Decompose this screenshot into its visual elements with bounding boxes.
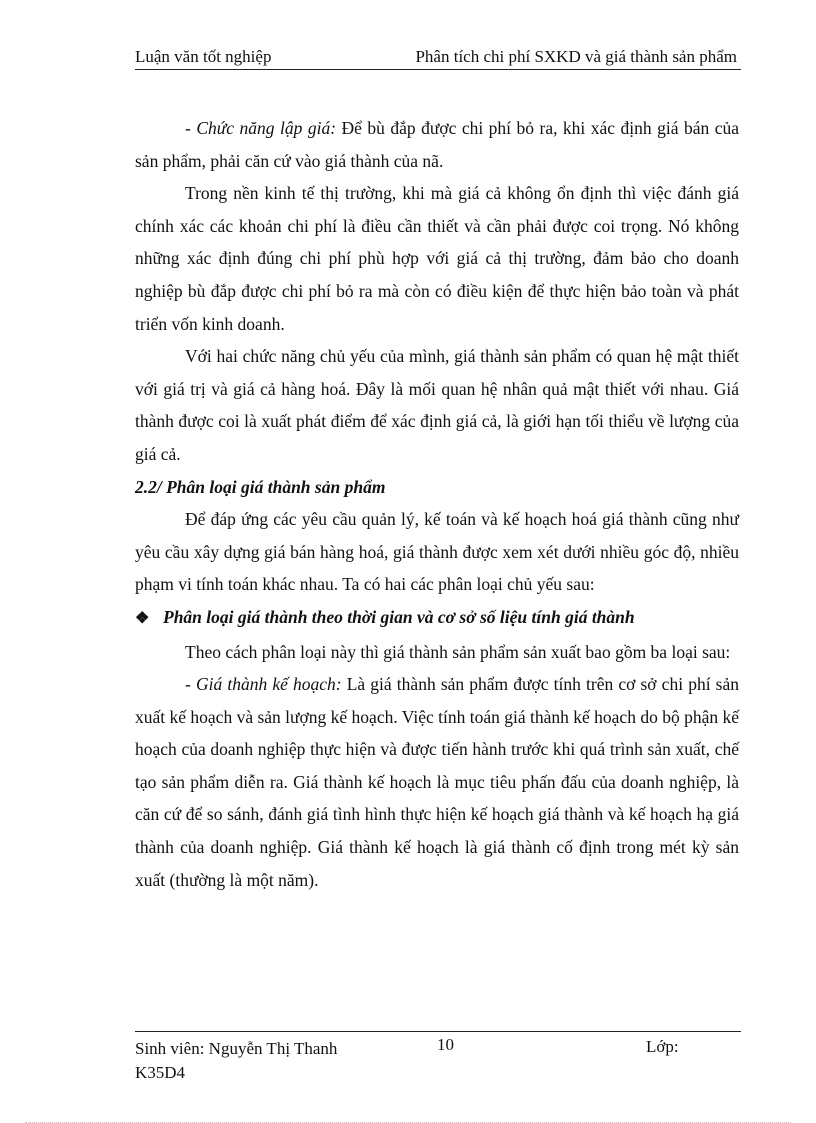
paragraph-two-functions: Với hai chức năng chủ yếu của mình, giá thành sản phẩm có quan hệ mật thiết với giá trị và giá cả hàng hoá. Đây là mối quan hệ nhân quả mật thiết với nhau. Giá thành được coi là xuất phát điểm để xác định giá cả, là giới hạn tối thiểu về lượng của giá cả. bbox=[135, 346, 739, 464]
page-body bbox=[135, 112, 739, 896]
page-number: 10 bbox=[437, 1035, 454, 1054]
paragraph-classification-intro: Để đáp ứng các yêu cầu quản lý, kế toán và kế hoạch hoá giá thành cũng như yêu cầu xây dựng giá bán hàng hoá, giá thành được xem xét dưới nhiều góc độ, nhiều phạm vi tính toán khác nhau. Ta có hai các phân loại chủ yếu sau: bbox=[135, 509, 739, 595]
paragraph-three-types: Theo cách phân loại này thì giá thành sản phẩm sản xuất bao gồm ba loại sau: bbox=[185, 641, 731, 662]
footer-class-label: Lớp: bbox=[646, 1037, 679, 1056]
footer-student-info bbox=[135, 1037, 337, 1085]
page-header bbox=[135, 47, 741, 70]
diamond-bullet-icon: ❖ bbox=[135, 609, 150, 627]
term-planned-cost: Giá thành kế hoạch: bbox=[195, 674, 342, 695]
header-topic-title: Phân tích chi phí SXKD và giá thành sản phẩm bbox=[415, 47, 737, 66]
paragraph-pricing-function: - Chức năng lập giá: Để bù đắp được chi phí bỏ ra, khi xác định giá bán của sản phẩm, phải căn cứ vào giá thành của nã. bbox=[135, 118, 739, 171]
bullet-heading-text: Phân loại giá thành theo thời gian và cơ sở số liệu tính giá thành bbox=[163, 606, 635, 627]
footer-class-code: K35D4 bbox=[135, 1063, 186, 1082]
paragraph-planned-cost: - Giá thành kế hoạch: Là giá thành sản phẩm được tính trên cơ sở chi phí sản xuất kế hoạch và sản lượng kế hoạch. Việc tính toán giá thành kế hoạch do bộ phận kế hoạch của doanh nghiệp thực hiện và được tiến hành trước khi quá trình sản xuất, chế tạo sản phẩm diễn ra. Giá thành kế hoạch là mục tiêu phấn đấu của doanh nghiệp, là căn cứ để so sánh, đánh giá tình hình thực hiện kế hoạch giá thành và kế hoạch hạ giá thành của doanh nghiệp. Giá thành kế hoạch là giá thành cố định trong mét kỳ sản xuất (thường là một năm). bbox=[135, 674, 740, 890]
text-pricing-function: Để bù đắp được chi phí bỏ ra, khi xác định giá bán của sản phẩm, phải căn cứ vào giá thành của nã. bbox=[135, 118, 739, 171]
paragraph-market-economy: Trong nền kinh tế thị trường, khi mà giá cả không ổn định thì việc đánh giá chính xác các khoản chi phí là điều cần thiết và cần phải được coi trọng. Nó không những xác định đúng chi phí phù hợp với giá cả thị trường, đảm bảo cho doanh nghiệp bù đắp được chi phí bỏ ra mà còn có điều kiện để thực hiện bảo toàn và phát triển vốn kinh doanh. bbox=[135, 183, 739, 334]
header-thesis-label: Luận văn tốt nghiệp bbox=[135, 47, 272, 66]
section-heading-2-2: 2.2/ Phân loại giá thành sản phẩm bbox=[135, 476, 386, 497]
footer-student-name: Sinh viên: Nguyễn Thị Thanh bbox=[135, 1039, 338, 1058]
text-planned-cost: Là giá thành sản phẩm được tính trên cơ sở chi phí sản xuất kế hoạch và sản lượng kế hoạch. Việc tính toán giá thành kế hoạch do bộ phận kế hoạch của doanh nghiệp thực hiện và được tiến hành trước khi quá trình sản xuất, chế tạo sản phẩm diễn ra. Giá thành kế hoạch là mục tiêu phấn đấu của doanh nghiệp, là căn cứ để so sánh, đánh giá tình hình thực hiện kế hoạch giá thành và kế hoạch hạ giá thành của doanh nghiệp. Giá thành kế hoạch là giá thành cố định trong mét kỳ sản xuất (thường là một năm). bbox=[135, 674, 740, 890]
term-pricing-function: Chức năng lập giá: bbox=[196, 118, 337, 138]
bullet-heading-classification bbox=[135, 601, 739, 636]
page-footer bbox=[135, 1031, 741, 1082]
